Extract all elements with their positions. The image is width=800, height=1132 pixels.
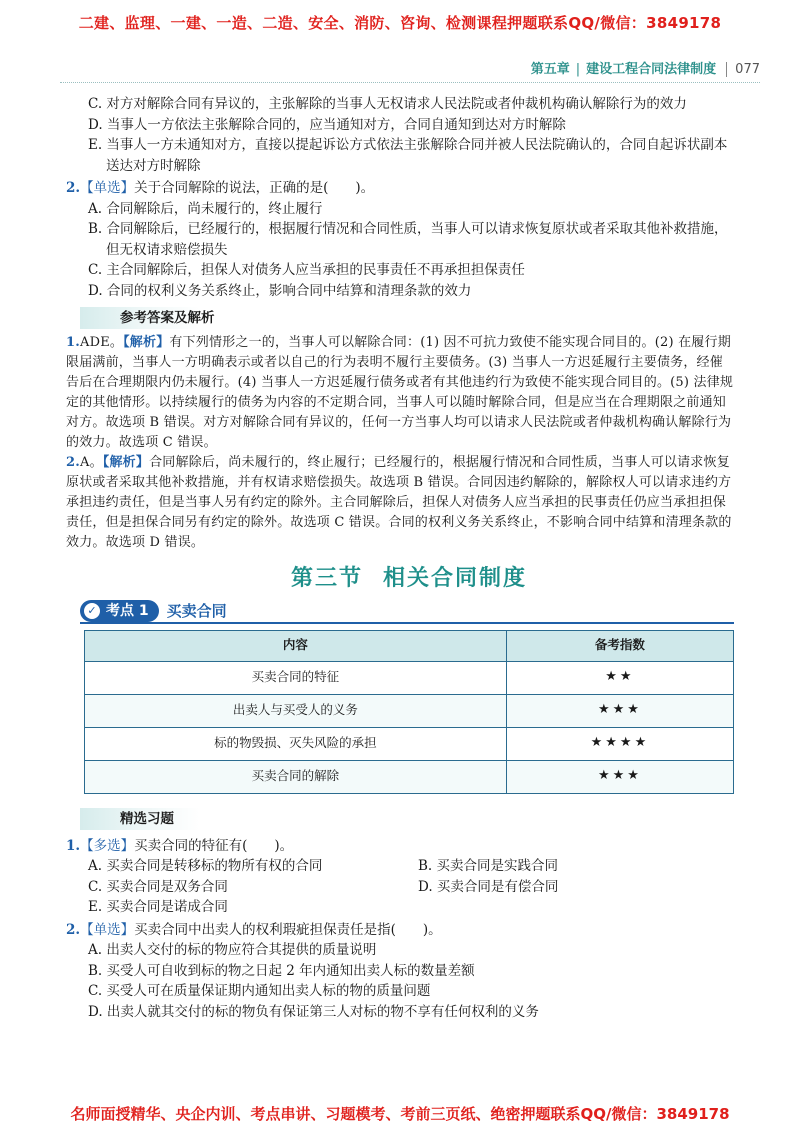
analysis-text: 有下列情形之一的，当事人可以解除合同：(1) 因不可抗力致使不能实现合同目的。(2) 在履行期限届满前，当事人一方明确表示或者以自己的行为表明不履行主要债务。(3) 当事人一方迟延履行主要债务，经催告后在合理期限内仍未履行。(4) 当事人一方迟延履行债务或者有其他违约行为致使不能实现合同目的。(5) 法律规定的其他情形。以持续履行的债务为内容的不定期合同，当事人可以随时解除合同，但是应当在合理期限之前通知对方。故选项 B 错误。对方对解除合同有异议的，任何一方当事人均可以请求人民法院或者仲裁机构确认解除行为的效力。故选项 C 错误。 (66, 335, 734, 450)
option-text: A. 买卖合同是转移标的物所有权的合同 (88, 858, 323, 874)
keypoint-underline (80, 622, 734, 624)
question-type: 【单选】 (80, 921, 135, 938)
table-cell-stars: ★★★ (506, 694, 733, 727)
option-text: D. 买卖合同是有偿合同 (418, 878, 559, 895)
keypoint-title: 买卖合同 (166, 601, 227, 620)
option-text: D. 合同的权利义务关系终止，影响合同中结算和清理条款的效力 (88, 282, 472, 299)
table-cell-content: 买卖合同的特征 (85, 661, 507, 694)
header-divider (60, 82, 760, 83)
options-row (84, 856, 734, 877)
question-text: 关于合同解除的说法，正确的是( )。 (134, 180, 375, 196)
question-number: 1. (66, 837, 81, 854)
table-row (85, 727, 734, 760)
table-header-content: 内容 (85, 630, 507, 661)
answer-number: 2. (66, 455, 80, 470)
question-number: 2. (66, 180, 81, 196)
answer-number: 1. (66, 335, 80, 350)
chapter-header (531, 58, 760, 77)
keypoint-table (84, 630, 734, 794)
keypoint-icon: ✓ (84, 603, 100, 619)
options-row (84, 877, 734, 898)
option-text: C. 主合同解除后，担保人对债务人应当承担的民事责任不再承担担保责任 (88, 262, 525, 278)
analysis-text: 合同解除后，尚未履行的，终止履行；已经履行的，根据履行情况和合同性质，当事人可以请求恢复原状或者采取其他补救措施，并有权请求赔偿损失。故选项 B 错误。合同因违约解除的，解除权人可以请求违约方承担违约责任，但是当事人另有约定的除外。主合同解除后，担保人对债务人应当承担的民事责任仍应当承担担保责任，但是担保合同另有约定的除外。故选项 C 错误。合同的权利义务关系终止，不影响合同中结算和清理条款的效力。故选项 D 错误。 (66, 455, 732, 550)
table-cell-stars: ★★★★ (506, 727, 733, 760)
question-text: 买卖合同的特征有( )。 (134, 837, 294, 854)
question-type: 【多选】 (80, 837, 135, 854)
practice-heading: 精选习题 (80, 808, 734, 830)
answer-key: A。 (79, 455, 103, 470)
table-cell-content: 标的物毁损、灭失风险的承担 (85, 727, 507, 760)
analysis-tag: 【解析】 (102, 455, 150, 470)
table-header-index: 备考指数 (506, 630, 733, 661)
option-text: B. 买受人可自收到标的物之日起 2 年内通知出卖人标的数量差额 (88, 962, 475, 979)
option-text: E. 买卖合同是诺成合同 (88, 899, 228, 915)
option-text: E. 当事人一方未通知对方，直接以提起诉讼方式依法主张解除合同并被人民法院确认的，合同自起诉状副本送达对方时解除 (88, 137, 728, 174)
question-text: 买卖合同中出卖人的权利瑕疵担保责任是指( )。 (134, 921, 442, 938)
section-title (84, 566, 734, 591)
answer-key: ADE。 (79, 335, 124, 350)
keypoint-badge (80, 600, 159, 622)
top-promo-banner: 二建、监理、一建、一造、二造、安全、消防、咨询、检测课程押题联系QQ/微信：3849178 (78, 14, 722, 32)
practice-question-1-stem (66, 836, 734, 857)
question-number: 2. (66, 921, 81, 938)
option-text: C. 买卖合同是双务合同 (88, 878, 228, 895)
table-cell-stars: ★★★ (506, 760, 733, 793)
option-text: C. 买受人可在质量保证期内通知出卖人标的物的质量问题 (88, 983, 431, 999)
keypoint-badge-label: 考点 1 (106, 602, 149, 619)
answer-explanation-2 (66, 453, 734, 553)
option-text: A. 出卖人交付的标的物应符合其提供的质量说明 (88, 942, 377, 958)
chapter-title: 建设工程合同法律制度 (586, 62, 717, 77)
table-cell-content: 买卖合同的解除 (85, 760, 507, 793)
chapter-separator: | (575, 62, 581, 77)
table-row (85, 760, 734, 793)
option-text: B. 买卖合同是实践合同 (418, 858, 559, 874)
option-text: D. 出卖人就其交付的标的物负有保证第三人对标的物不享有任何权利的义务 (88, 1003, 539, 1020)
answers-heading: 参考答案及解析 (80, 307, 734, 329)
option-text: C. 对方对解除合同有异议的，主张解除的当事人无权请求人民法院或者仲裁机构确认解除行为的效力 (88, 96, 687, 112)
keypoint-bar (80, 600, 734, 624)
analysis-tag: 【解析】 (123, 335, 170, 350)
practice-question-2-stem (66, 920, 734, 941)
bottom-promo-banner: 名师面授精华、央企内训、考点串讲、习题模考、考前三页纸、绝密押题联系QQ/微信：3849178 (70, 1105, 730, 1123)
option-text: A. 合同解除后，尚未履行的，终止履行 (88, 200, 323, 217)
chapter-number: 第五章 (530, 62, 570, 77)
section-number: 第三节 (290, 566, 363, 591)
table-cell-content: 出卖人与买受人的义务 (85, 694, 507, 727)
page-content (66, 94, 734, 1022)
section-name: 相关合同制度 (383, 566, 528, 591)
question-type: 【单选】 (80, 180, 135, 196)
table-cell-stars: ★★ (506, 661, 733, 694)
answer-explanation-1 (66, 333, 734, 453)
question-2-stem (66, 178, 734, 199)
page-number: 077 (726, 62, 760, 77)
table-row (85, 694, 734, 727)
option-text: D. 当事人一方依法主张解除合同的，应当通知对方，合同自通知到达对方时解除 (88, 116, 566, 133)
table-row (85, 661, 734, 694)
option-text: B. 合同解除后，已经履行的，根据履行情况和合同性质，当事人可以请求恢复原状或者采取其他补救措施，但无权请求赔偿损失 (88, 221, 728, 258)
